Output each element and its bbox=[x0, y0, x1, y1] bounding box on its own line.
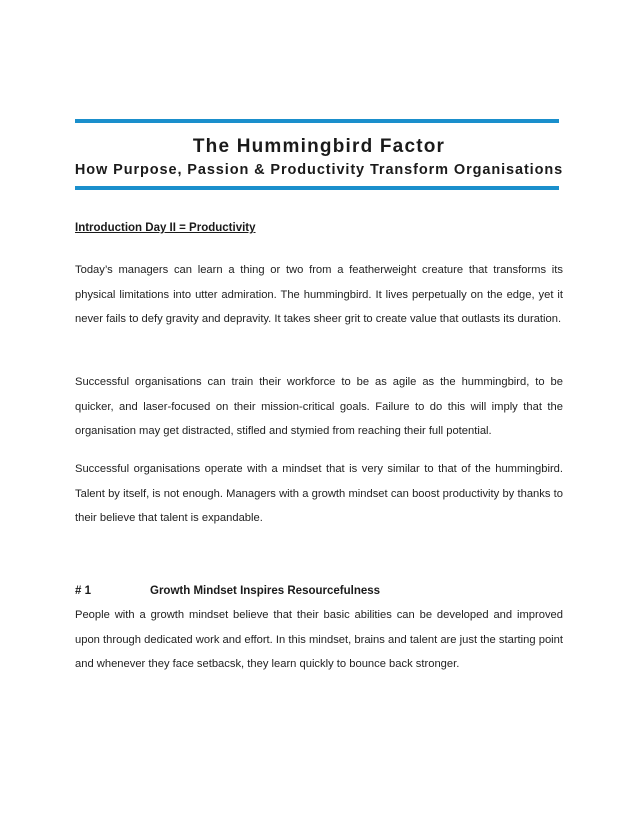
paragraph-3: Successful organisations operate with a mindset that is very similar to that of the hummingbird. Talent by itself, is not enough. Managers with a growth mindset can boost productivity by thanks to their believe that talent is expandable. bbox=[75, 463, 563, 524]
intro-heading: Introduction Day II = Productivity bbox=[75, 222, 256, 234]
paragraph-2: Successful organisations can train their workforce to be as agile as the hummingbird, to be quicker, and laser-focused on their mission-critical goals. Failure to do this will imply that the organisation may get distracted, stifled and stymied from reaching their full potential. bbox=[75, 376, 563, 437]
bottom-accent-rule bbox=[75, 186, 559, 190]
paragraph-1: Today’s managers can learn a thing or two from a featherweight creature that transforms its physical limitations into utter admiration. The hummingbird. It lives perpetually on the edge, yet it never fails to defy gravity and depravity. It takes sheer grit to create value that outlasts its duration. bbox=[75, 264, 563, 325]
document-title: The Hummingbird Factor bbox=[192, 136, 446, 157]
section-title: Growth Mindset Inspires Resourcefulness bbox=[150, 585, 381, 597]
document-subtitle: How Purpose, Passion & Productivity Transform Organisations bbox=[74, 162, 564, 178]
section-1-paragraph: People with a growth mindset believe that their basic abilities can be developed and improved upon through dedicated work and effort. In this mindset, brains and talent are just the starting point and whenever they face setbacsk, they learn quickly to bounce back stronger. bbox=[75, 609, 563, 670]
section-number: # 1 bbox=[75, 585, 91, 597]
top-accent-rule bbox=[75, 119, 559, 123]
